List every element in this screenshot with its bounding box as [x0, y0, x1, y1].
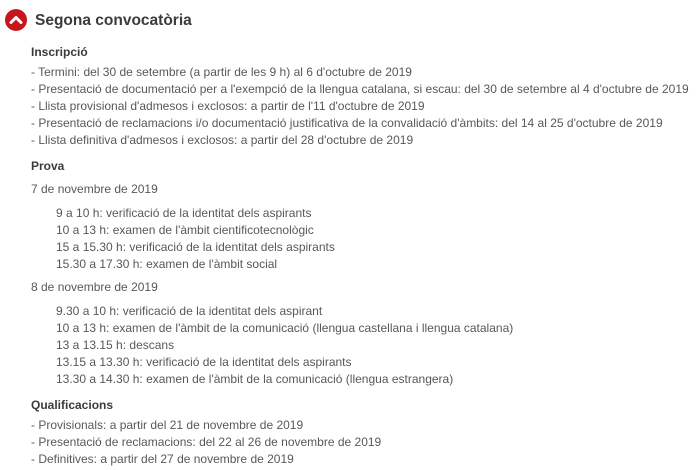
inscription-item: - Presentació de reclamacions i/o documentació justificativa de la convalidació d'àmbits: del 14 al 25 d'octubre de 2019	[31, 116, 663, 130]
schedule-item: 10 a 13 h: examen de l'àmbit de la comunicació (llengua castellana i llengua catalana)	[56, 321, 514, 335]
exam-day-schedule	[31, 205, 690, 273]
schedule-item: 13.30 a 14.30 h: examen de l'àmbit de la comunicació (llengua estrangera)	[56, 372, 454, 386]
inscription-item: - Termini: del 30 de setembre (a partir de les 9 h) al 6 d'octubre de 2019	[31, 65, 412, 79]
qualifications-item: - Provisionals: a partir del 21 de novembre de 2019	[31, 418, 304, 432]
inscription-item: - Presentació de documentació per a l'exempció de la llengua catalana, si escau: del 30 de setembre al 4 d'octubre de 2019	[31, 82, 689, 96]
qualifications-item: - Definitives: a partir del 27 de novembre de 2019	[31, 452, 294, 466]
schedule-item: 13.15 a 13.30 h: verificació de la identitat dels aspirants	[56, 355, 352, 369]
schedule-item: 10 a 13 h: examen de l'àmbit cientificotecnològic	[56, 223, 314, 237]
section-heading-qualificacions: Qualificacions	[31, 398, 114, 412]
exam-day-date: 8 de novembre de 2019	[31, 280, 158, 294]
inscription-item: - Llista definitiva d'admesos i exclosos: a partir del 28 d'octubre de 2019	[31, 133, 414, 147]
exam-day-schedule	[31, 303, 690, 388]
accordion-content	[0, 44, 700, 468]
section-heading-inscripcio: Inscripció	[31, 45, 88, 59]
schedule-item: 13 a 13.15 h: descans	[56, 338, 175, 352]
section-heading-prova: Prova	[31, 159, 65, 173]
accordion-header-segona-convocatoria[interactable]	[0, 0, 700, 31]
chevron-up-icon[interactable]	[5, 9, 27, 31]
schedule-item: 15.30 a 17.30 h: examen de l'àmbit social	[56, 257, 278, 271]
schedule-item: 9 a 10 h: verificació de la identitat dels aspirants	[56, 206, 312, 220]
exam-day-date: 7 de novembre de 2019	[31, 182, 158, 196]
accordion-title[interactable]: Segona convocatòria	[35, 11, 192, 29]
schedule-item: 15 a 15.30 h: verificació de la identitat dels aspirants	[56, 240, 335, 254]
qualifications-item: - Presentació de reclamacions: del 22 al 26 de novembre de 2019	[31, 435, 382, 449]
schedule-item: 9.30 a 10 h: verificació de la identitat dels aspirant	[56, 304, 323, 318]
inscription-item: - Llista provisional d'admesos i exclosos: a partir de l'11 d'octubre de 2019	[31, 99, 425, 113]
